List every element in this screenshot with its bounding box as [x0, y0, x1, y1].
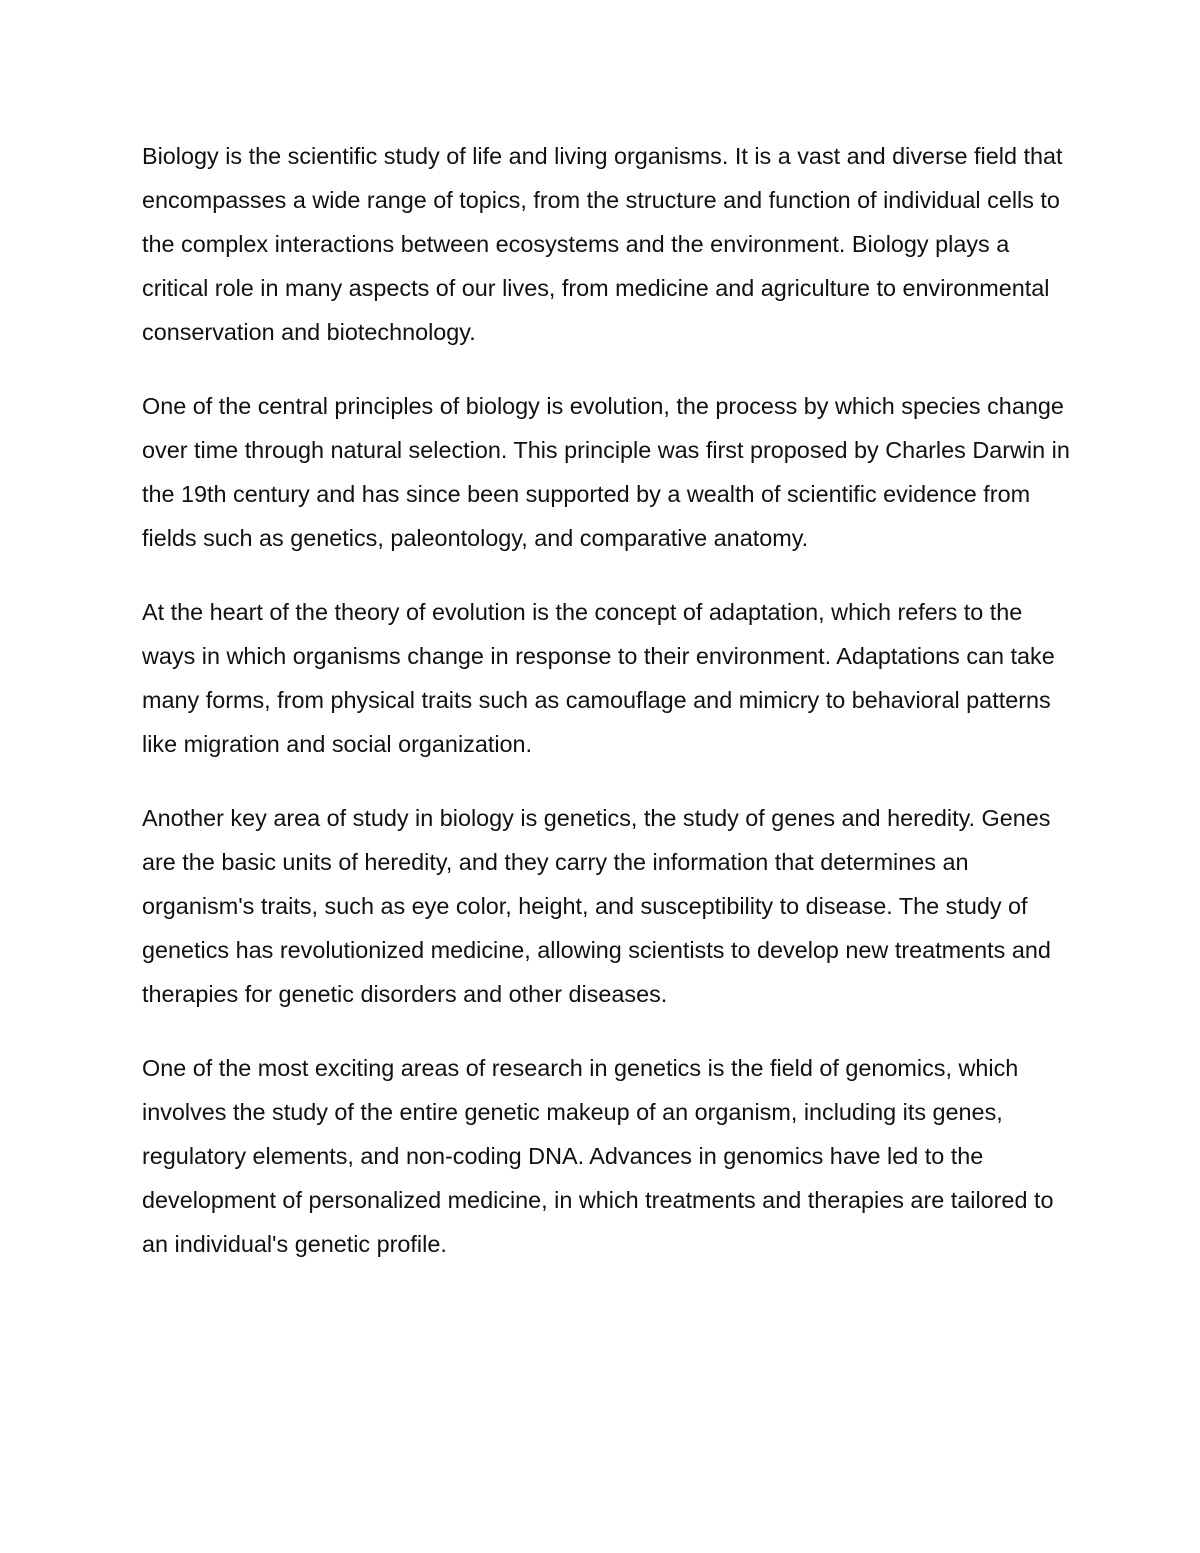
paragraph-biology-intro: Biology is the scientific study of life and living organisms. It is a vast and diverse field that encompasses a wide range of topics, from the structure and function of individual cells to the complex interactions between ecosystems and the environment. Biology plays a critical role in many aspects of our lives, from medicine and agriculture to environmental conservation and biotechnology. [142, 143, 1063, 345]
document-body [142, 134, 1072, 1296]
paragraph-genomics: One of the most exciting areas of research in genetics is the field of genomics, which involves the study of the entire genetic makeup of an organism, including its genes, regulatory elements, and non-coding DNA. Advances in genomics have led to the development of personalized medicine, in which treatments and therapies are tailored to an individual's genetic profile. [142, 1055, 1054, 1257]
paragraph-evolution: One of the central principles of biology is evolution, the process by which species change over time through natural selection. This principle was first proposed by Charles Darwin in the 19th century and has since been supported by a wealth of scientific evidence from fields such as genetics, paleontology, and comparative anatomy. [142, 393, 1070, 551]
paragraph-adaptation: At the heart of the theory of evolution is the concept of adaptation, which refers to the ways in which organisms change in response to their environment. Adaptations can take many forms, from physical traits such as camouflage and mimicry to behavioral patterns like migration and social organization. [142, 599, 1055, 757]
paragraph-genetics: Another key area of study in biology is genetics, the study of genes and heredity. Genes are the basic units of heredity, and they carry the information that determines an organism's traits, such as eye color, height, and susceptibility to disease. The study of genetics has revolutionized medicine, allowing scientists to develop new treatments and therapies for genetic disorders and other diseases. [142, 805, 1051, 1007]
